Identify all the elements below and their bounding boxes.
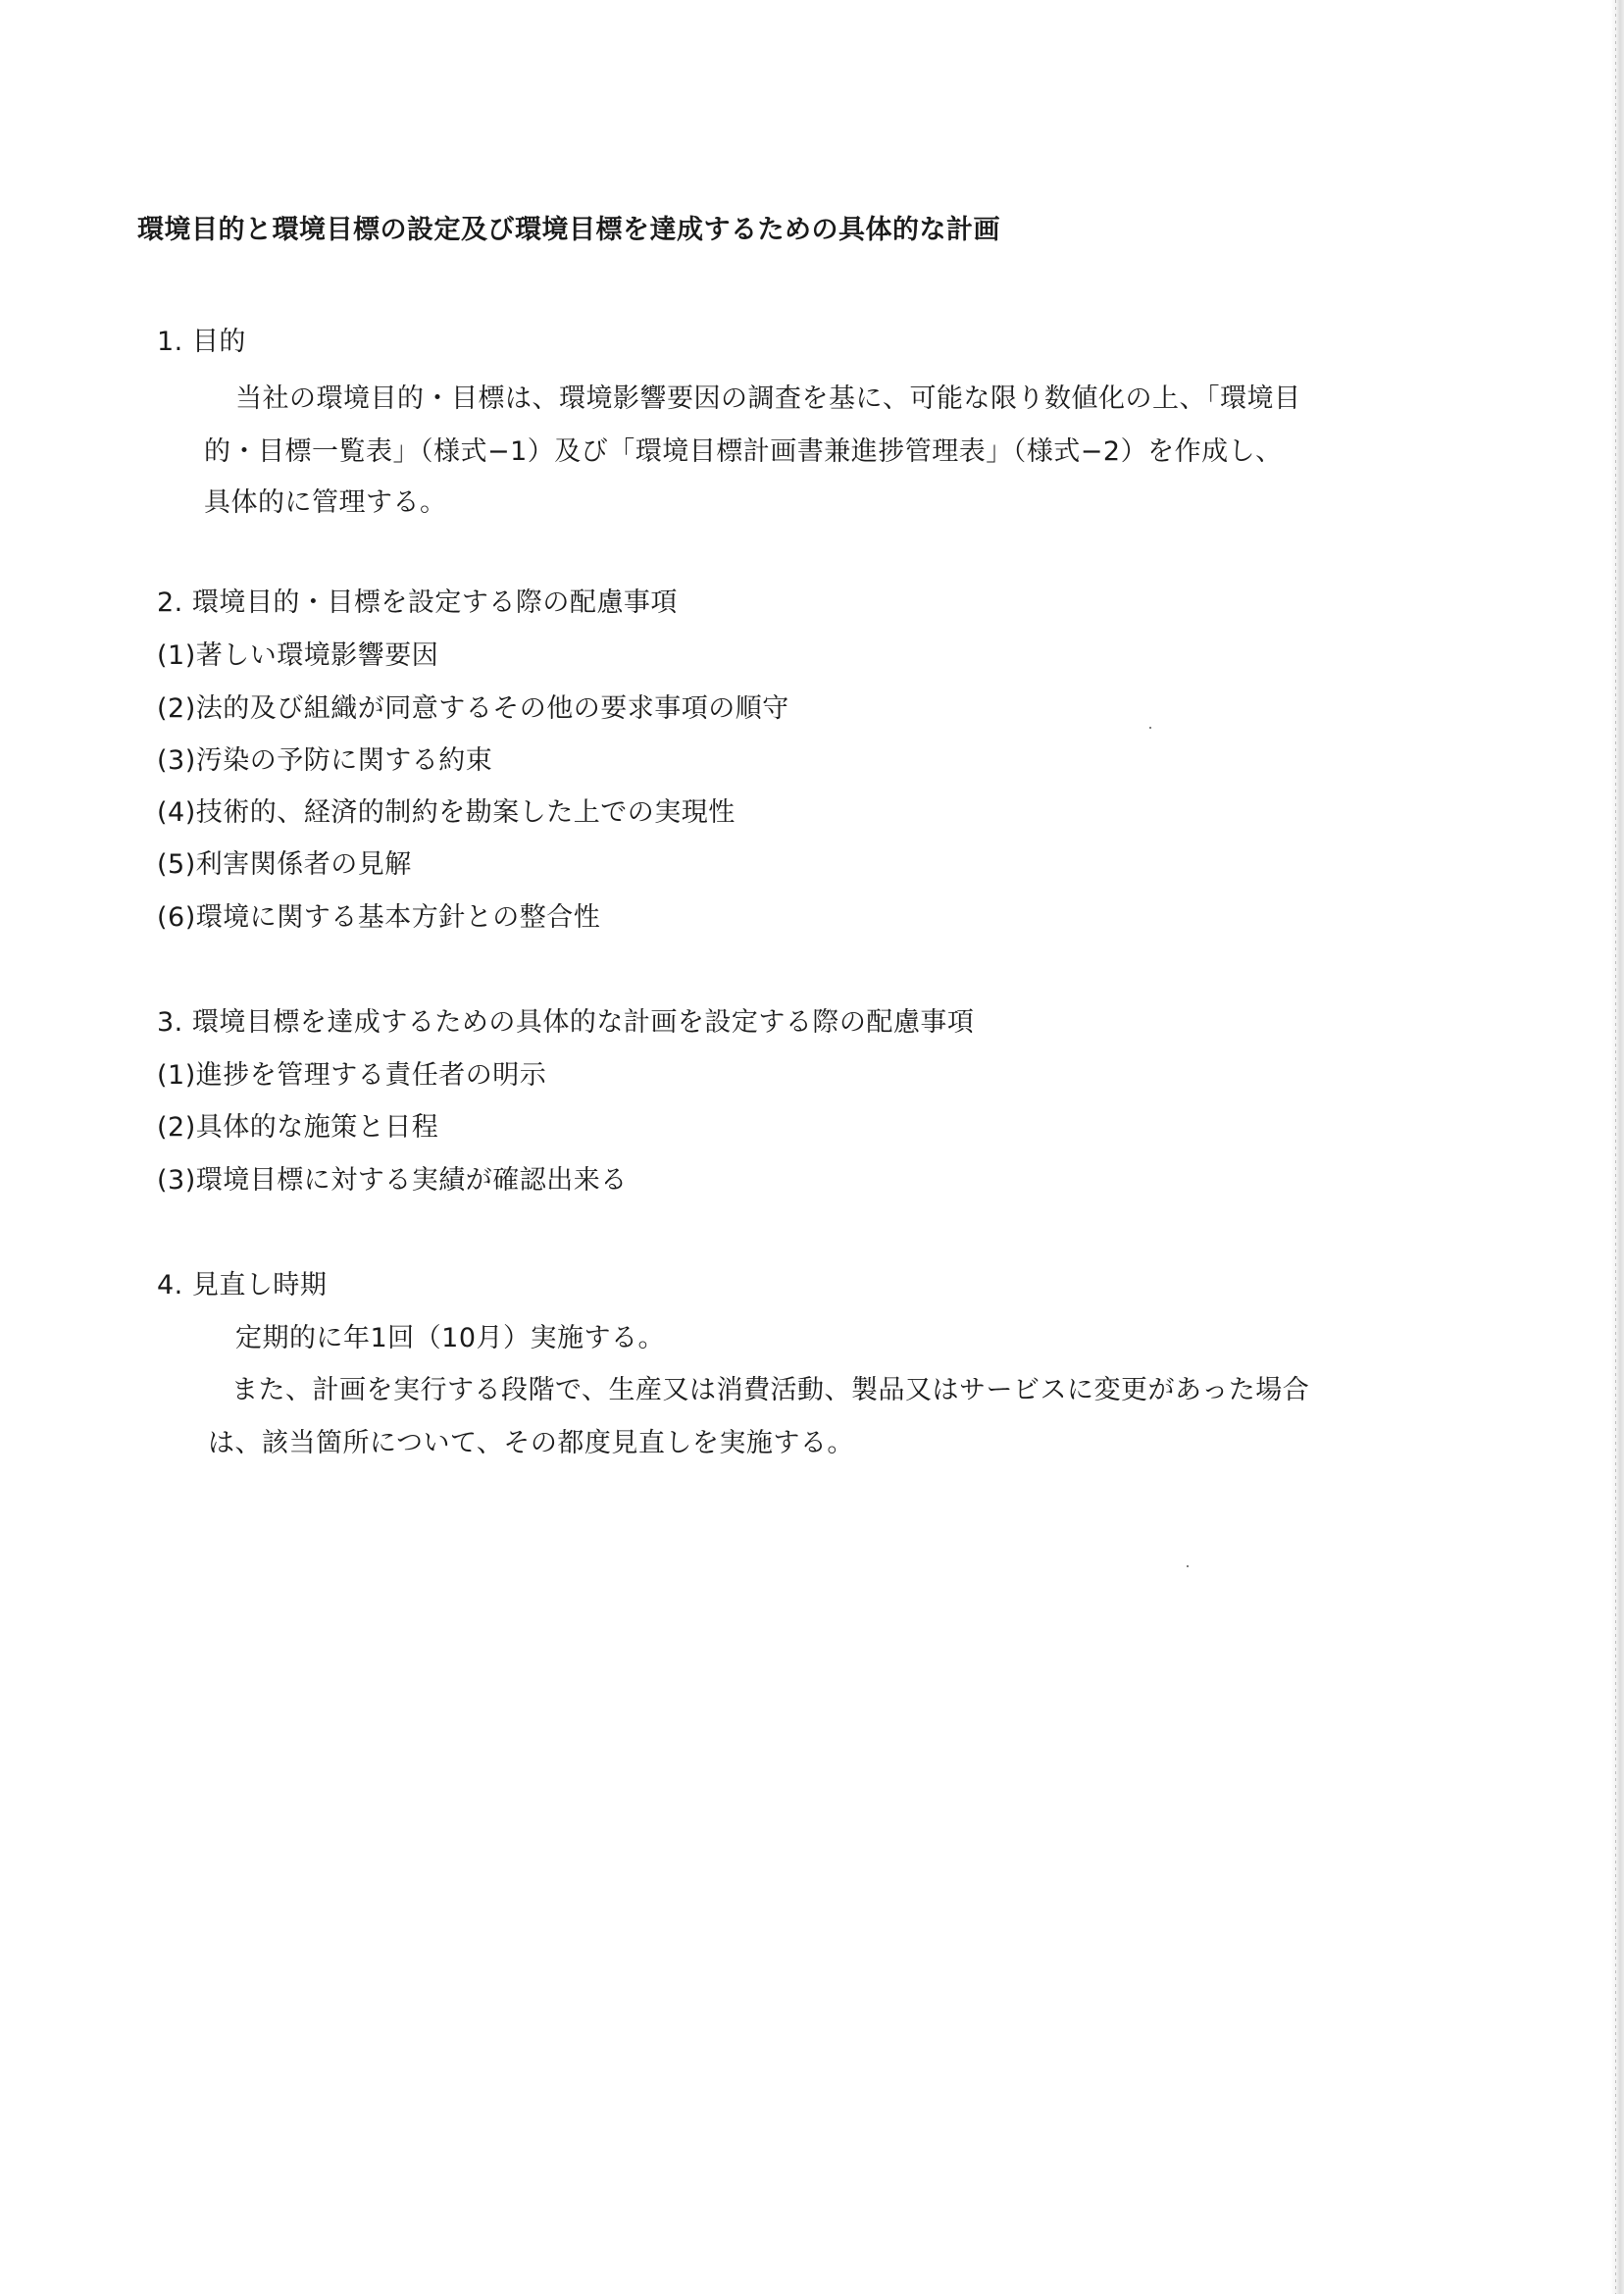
section2-heading: 2. 環境目的・目標を設定する際の配慮事項 bbox=[157, 587, 678, 618]
document-title: 環境目的と環境目標の設定及び環境目標を達成するための具体的な計画 bbox=[137, 215, 1000, 245]
section3-item-3: (3)環境目標に対する実績が確認出来る bbox=[157, 1165, 628, 1196]
section4-para-line-1: 定期的に年1回（10月）実施する。 bbox=[235, 1323, 666, 1353]
section2-item-3: (3)汚染の予防に関する約束 bbox=[157, 745, 493, 776]
section4-heading: 4. 見直し時期 bbox=[157, 1270, 328, 1300]
section3-heading: 3. 環境目標を達成するための具体的な計画を設定する際の配慮事項 bbox=[157, 1007, 975, 1038]
section2-item-5: (5)利害関係者の見解 bbox=[157, 849, 412, 880]
section4-para-line-2: また、計画を実行する段階で、生産又は消費活動、製品又はサービスに変更があった場合 bbox=[231, 1375, 1310, 1405]
section2-item-6: (6)環境に関する基本方針との整合性 bbox=[157, 902, 601, 933]
section2-item-1: (1)著しい環境影響要因 bbox=[157, 640, 439, 671]
section1-para-line-1: 当社の環境目的・目標は、環境影響要因の調査を基に、可能な限り数値化の上、「環境目 bbox=[235, 383, 1301, 414]
section1-heading: 1. 目的 bbox=[157, 327, 246, 357]
scan-edge-line bbox=[1615, 0, 1616, 2294]
section3-item-1: (1)進捗を管理する責任者の明示 bbox=[157, 1060, 547, 1091]
section1-para-line-3: 具体的に管理する。 bbox=[204, 487, 447, 518]
section1-para-line-2: 的・目標一覧表」（様式−1）及び「環境目標計画書兼進捗管理表」（様式−2）を作成し、 bbox=[204, 436, 1283, 467]
scan-edge-shadow bbox=[1610, 0, 1624, 2294]
section2-item-4: (4)技術的、経済的制約を勘案した上での実現性 bbox=[157, 797, 736, 828]
scan-speck bbox=[1187, 1565, 1189, 1567]
scan-speck bbox=[1149, 727, 1151, 729]
section4-para-line-3: は、該当箇所について、その都度見直しを実施する。 bbox=[208, 1428, 854, 1458]
section3-item-2: (2)具体的な施策と日程 bbox=[157, 1112, 439, 1143]
section2-item-2: (2)法的及び組織が同意するその他の要求事項の順守 bbox=[157, 693, 789, 724]
